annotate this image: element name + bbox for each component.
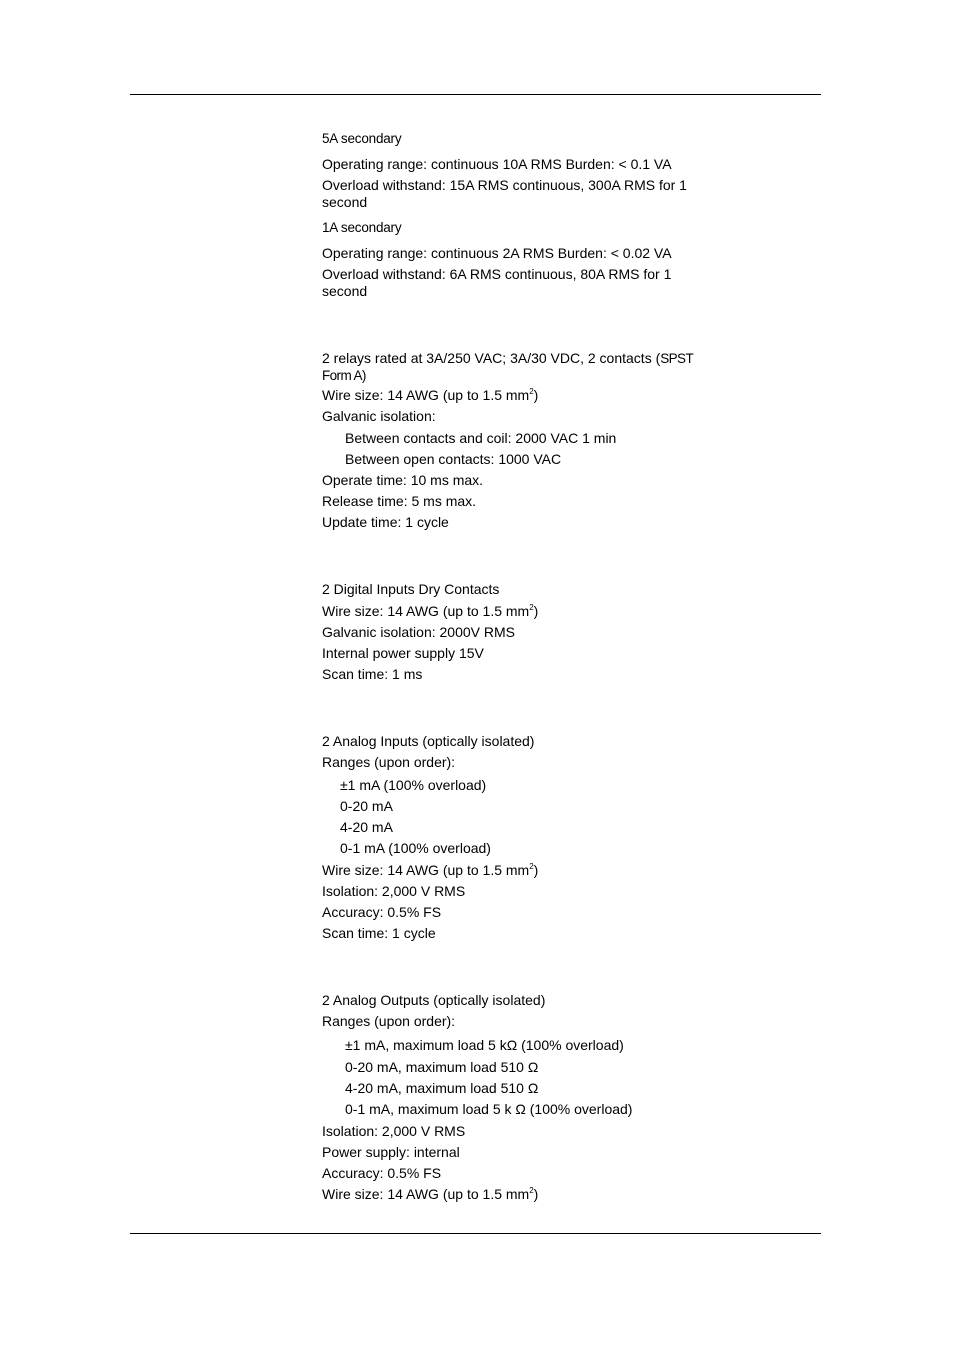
ao-wire-size <box>322 1186 538 1203</box>
ao-range-item: ±1 mA, maximum load 5 kΩ (100% overload) <box>345 1037 624 1053</box>
ao-wire-text: Wire size: 14 AWG (up to 1.5 mm <box>322 1186 530 1202</box>
relay-release-time: Release time: 5 ms max. <box>322 493 477 509</box>
relay-rating <box>322 350 712 384</box>
relay-operate-time: Operate time: 10 ms max. <box>322 472 484 488</box>
ao-isolation: Isolation: 2,000 V RMS <box>322 1123 466 1139</box>
ai-accuracy: Accuracy: 0.5% FS <box>322 904 442 920</box>
relay-update-time: Update time: 1 cycle <box>322 514 449 530</box>
ao-title: 2 Analog Outputs (optically isolated) <box>322 992 546 1008</box>
ao-range-item: 0-20 mA, maximum load 510 Ω <box>345 1059 539 1075</box>
ai-range-item: 0-1 mA (100% overload) <box>340 840 491 856</box>
di-wire-size <box>322 603 538 620</box>
relay-iso-open-contacts: Between open contacts: 1000 VAC <box>345 451 562 467</box>
ao-wire-sup: 2 <box>529 1186 534 1195</box>
di-scan: Scan time: 1 ms <box>322 666 423 682</box>
sec1a-heading: 1A secondary <box>322 220 402 235</box>
ao-range-item: 0-1 mA, maximum load 5 k Ω (100% overload) <box>345 1101 633 1117</box>
ao-power: Power supply: internal <box>322 1144 460 1160</box>
ai-ranges-label: Ranges (upon order): <box>322 754 456 770</box>
relay-wire-sup: 2 <box>529 387 534 396</box>
footer-rule <box>130 1233 821 1234</box>
relay-iso-contacts-coil: Between contacts and coil: 2000 VAC 1 min <box>345 430 617 446</box>
ai-scan: Scan time: 1 cycle <box>322 925 436 941</box>
relay-wire-text: Wire size: 14 AWG (up to 1.5 mm <box>322 387 530 403</box>
di-wire-close: ) <box>533 603 539 619</box>
sec5a-heading: 5A secondary <box>322 131 402 146</box>
relay-rating-main: 2 relays rated at 3A/250 VAC; 3A/30 VDC, 2 contacts ( <box>322 350 661 366</box>
di-power: Internal power supply 15V <box>322 645 484 661</box>
ai-wire-size <box>322 862 538 879</box>
ai-range-item: 0-20 mA <box>340 798 393 814</box>
relay-wire-close: ) <box>533 387 539 403</box>
relay-rating-close: ) <box>361 368 366 383</box>
di-wire-sup: 2 <box>529 603 534 612</box>
ai-isolation: Isolation: 2,000 V RMS <box>322 883 466 899</box>
relay-galvanic: Galvanic isolation: <box>322 408 436 424</box>
sec5a-overload: Overload withstand: 15A RMS continuous, 300A RMS for 1 second <box>322 177 687 210</box>
ao-wire-close: ) <box>533 1186 539 1202</box>
ai-title: 2 Analog Inputs (optically isolated) <box>322 733 535 749</box>
relay-wire-size <box>322 387 538 404</box>
ai-wire-sup: 2 <box>529 862 534 871</box>
header-rule <box>130 94 821 95</box>
ai-range-item: 4-20 mA <box>340 819 393 835</box>
ai-wire-text: Wire size: 14 AWG (up to 1.5 mm <box>322 862 530 878</box>
relay-rating-form: SPST Form A <box>322 351 693 383</box>
sec1a-overload: Overload withstand: 6A RMS continuous, 80A RMS for 1 second <box>322 266 672 299</box>
sec5a-operating: Operating range: continuous 10A RMS Burden: < 0.1 VA <box>322 156 672 172</box>
di-title: 2 Digital Inputs Dry Contacts <box>322 581 500 597</box>
di-galvanic: Galvanic isolation: 2000V RMS <box>322 624 515 640</box>
ai-range-item: ±1 mA (100% overload) <box>340 777 487 793</box>
ao-ranges-label: Ranges (upon order): <box>322 1013 456 1029</box>
ao-accuracy: Accuracy: 0.5% FS <box>322 1165 442 1181</box>
di-wire-text: Wire size: 14 AWG (up to 1.5 mm <box>322 603 530 619</box>
sec1a-operating: Operating range: continuous 2A RMS Burden: < 0.02 VA <box>322 245 672 261</box>
ao-range-item: 4-20 mA, maximum load 510 Ω <box>345 1080 539 1096</box>
ai-wire-close: ) <box>533 862 539 878</box>
